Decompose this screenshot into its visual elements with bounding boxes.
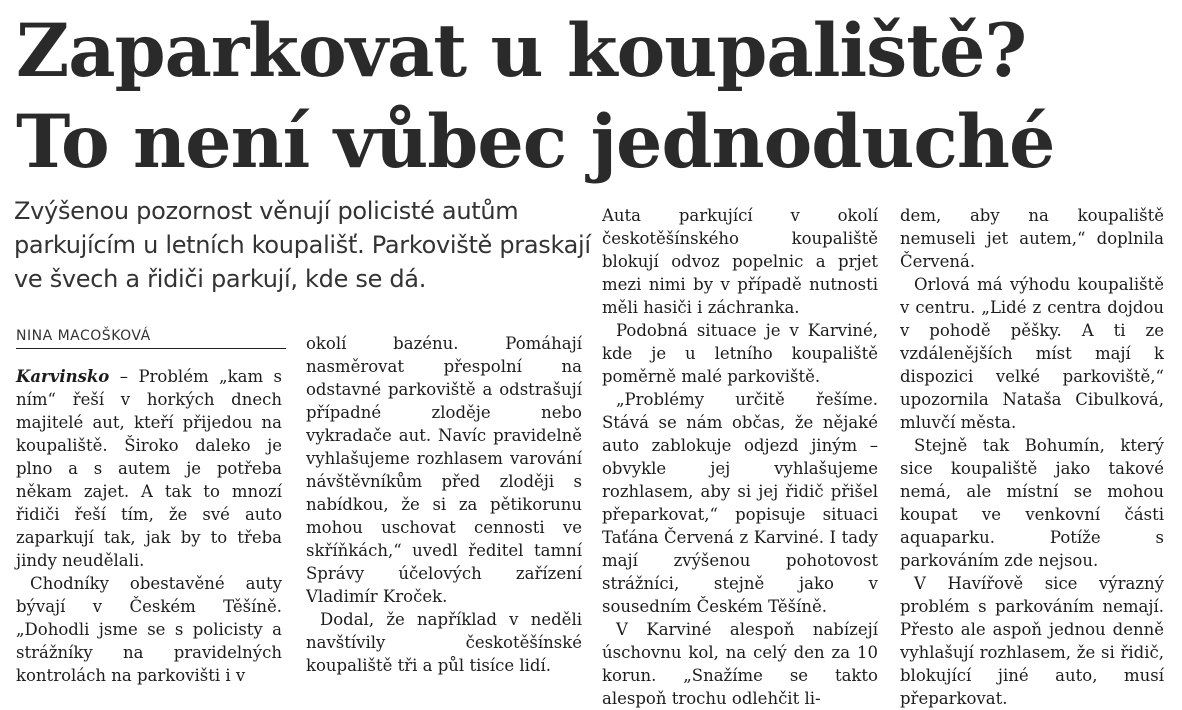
headline [16, 6, 1176, 188]
lead-paragraph: Zvýšenou pozornost věnují policisté autům parkujícím u letních koupališť. Parkoviště praskají ve švech a řidiči parkují, kde se dá. [14, 197, 591, 293]
author-byline: NINA MACOŠKOVÁ [16, 328, 286, 349]
paragraph: V Karviné alespoň nabízejí úschovnu kol, na celý den za 10 korun. „Snažíme se takto alespoň trochu odlehčit li- [602, 620, 878, 708]
paragraph: dem, aby na koupaliště nemuseli jet autem,“ doplnila Červená. [900, 206, 1164, 271]
article-column-4 [900, 204, 1164, 710]
paragraph: Podobná situace je v Karviné, kde je u letního koupaliště poměrně malé parkoviště. [602, 321, 878, 386]
paragraph: Chodníky obestavěné auty bývají v Českém Těšíně. „Dohodli jsme se s policisty a strážníky na pravidelných kontrolách na parkovišti i v [16, 574, 282, 685]
article-column-3 [602, 204, 878, 710]
paragraph [16, 365, 282, 572]
paragraph: Auta parkující v okolí českotěšínského koupaliště blokují odvoz popelnic a prjet mezi nimi by v případě nutnosti měli hasiči i záchranka. [602, 206, 878, 317]
article-column-1 [16, 365, 282, 687]
dateline: Karvinsko [16, 367, 110, 386]
paragraph: okolí bazénu. Pomáhají nasměrovat přespolní na odstavné parkoviště a odstrašují případné zloděje nebo vykradače aut. Navíc pravidelně vyhlašujeme rozhlasem varování návštěvníkům před zloději s nabídkou, že si za pětikorunu mohou uschovat cennosti ve skříňkách,“ uvedl ředitel tamní Správy účelových zařízení Vladimír Kroček. [306, 334, 582, 606]
article-column-2 [306, 332, 582, 677]
paragraph: Dodal, že například v neděli navštívily českotěšínské koupaliště tři a půl tisíce lidí. [306, 610, 582, 675]
paragraph: „Problémy určitě řešíme. Stává se nám občas, že nějaké auto zablokuje odjezd jiným – obvykle jej vyhlašujeme rozhlasem, aby si jej řidič přišel přeparkovat,“ popisuje situaci Taťána Červená z Karviné. I tady mají zvýšenou pohotovost strážníci, stejně jako v sousedním Českém Těšíně. [602, 390, 878, 616]
paragraph: Stejně tak Bohumín, který sice koupaliště jako takové nemá, ale místní se mohou koupat ve venkovní části aquaparku. Potíže s parkováním zde nejsou. [900, 436, 1164, 570]
paragraph: V Havířově sice výrazný problém s parkováním nemají. Přesto ale aspoň jednou denně vyhlašují rozhlasem, že si řidič, blokující jiné auto, musí přeparkovat. [900, 574, 1164, 708]
paragraph-text: – Problém „kam s ním“ řeší v horkých dnech majitelé aut, kteří přijedou na koupaliště. Široko daleko je plno a s autem je potřeba někam zajet. A tak to mnozí řidiči řeší tím, že své auto zaparkují tak, jak by to třeba jindy neudělali. [16, 367, 282, 570]
headline-line-2: To není vůbec jednoduché [16, 99, 1055, 185]
paragraph: Orlová má výhodu koupaliště v centru. „Lidé z centra dojdou v pohodě pěšky. A ti ze vzdálenějších míst mají k dispozici velké parkoviště,“ upozornila Nataša Cibulková, mluvčí města. [900, 275, 1164, 432]
headline-line-1: Zaparkovat u koupaliště? [16, 8, 1027, 94]
